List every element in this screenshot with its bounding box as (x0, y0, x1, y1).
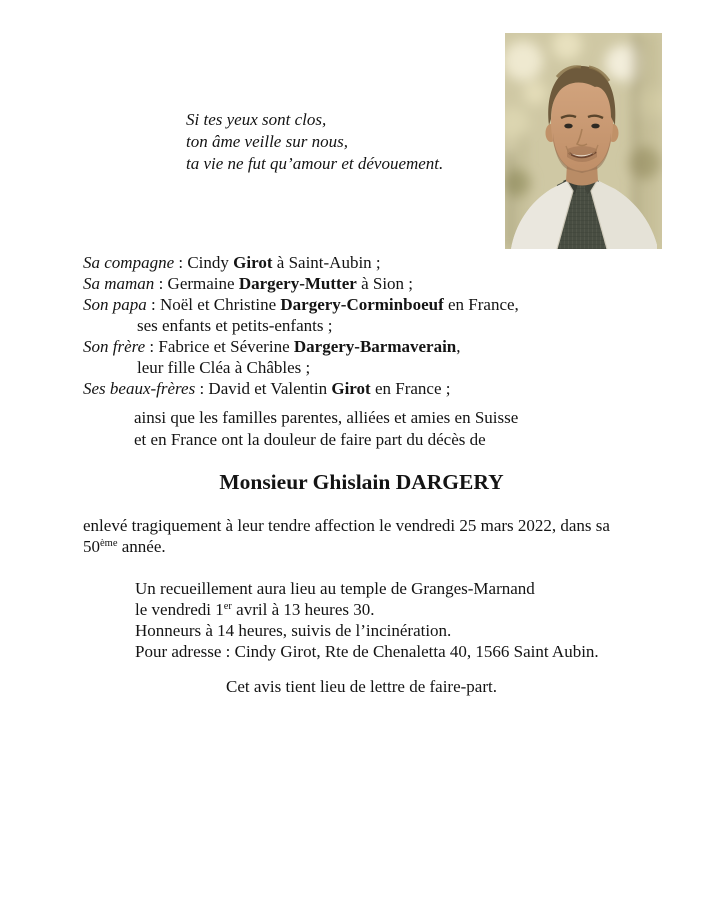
ceremony-location-line: Un recueillement aura lieu au temple de Granges-Marnand (135, 579, 535, 598)
family-line-papa: Son papa : Noël et Christine Dargery-Corminboeuf en France, (83, 295, 519, 314)
ceremony-details (135, 578, 599, 662)
family-list (83, 252, 519, 399)
family-line-compagne: Sa compagne : Cindy Girot à Saint-Aubin ; (83, 253, 381, 272)
family-line-papa-continuation: ses enfants et petits-enfants ; (137, 316, 333, 335)
family-line-frere-continuation: leur fille Cléa à Châbles ; (137, 358, 311, 377)
ceremony-honneurs-line: Honneurs à 14 heures, suivis de l’incinération. (135, 621, 452, 640)
announcement-intro (134, 407, 518, 450)
family-line-beaux-freres: Ses beaux-frères : David et Valentin Girot en France ; (83, 379, 451, 398)
death-notice (83, 515, 610, 557)
ceremony-address-line: Pour adresse : Cindy Girot, Rte de Chenaletta 40, 1566 Saint Aubin. (135, 642, 599, 661)
death-notice-line: 50ème année. (83, 537, 166, 556)
deceased-portrait-photo (505, 33, 662, 249)
portrait-illustration (505, 33, 662, 249)
poem-line: ta vie ne fut qu’amour et dévouement. (186, 154, 444, 173)
poem-line: ton âme veille sur nous, (186, 132, 348, 151)
closing-statement: Cet avis tient lieu de lettre de faire-part. (226, 677, 497, 696)
intro-line: ainsi que les familles parentes, alliées et amies en Suisse (134, 408, 519, 427)
deceased-name: Monsieur Ghislain DARGERY (219, 470, 504, 494)
family-line-maman: Sa maman : Germaine Dargery-Mutter à Sion ; (83, 274, 414, 293)
memorial-poem (186, 109, 443, 175)
family-line-frere: Son frère : Fabrice et Séverine Dargery-Barmaverain, (83, 337, 461, 356)
death-notice-line: enlevé tragiquement à leur tendre affection le vendredi 25 mars 2022, dans sa (83, 516, 610, 535)
ceremony-date-line: le vendredi 1er avril à 13 heures 30. (135, 600, 375, 619)
intro-line: et en France ont la douleur de faire part du décès de (134, 429, 486, 449)
poem-line: Si tes yeux sont clos, (186, 110, 327, 129)
